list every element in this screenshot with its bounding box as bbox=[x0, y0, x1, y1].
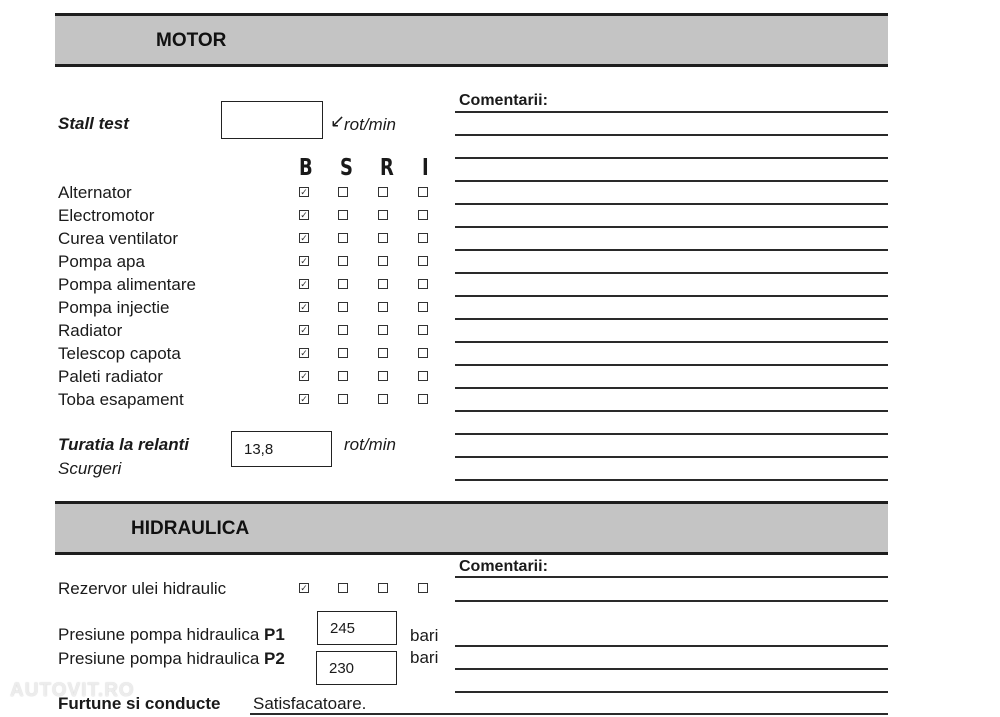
comment-line[interactable] bbox=[455, 576, 888, 578]
comment-line[interactable] bbox=[455, 134, 888, 136]
checkbox-b[interactable] bbox=[299, 302, 309, 312]
column-header-r: R bbox=[380, 155, 394, 181]
motor-comments-label: Comentarii: bbox=[459, 92, 548, 109]
comment-line[interactable] bbox=[455, 180, 888, 182]
comment-line[interactable] bbox=[455, 272, 888, 274]
hoses-value: Satisfacatoare. bbox=[253, 694, 367, 713]
motor-item-label: Pompa alimentare bbox=[58, 275, 196, 294]
tank-checkbox-b[interactable] bbox=[299, 583, 309, 593]
checkbox-b[interactable] bbox=[299, 371, 309, 381]
checkbox-i[interactable] bbox=[418, 394, 428, 404]
checkbox-b[interactable] bbox=[299, 256, 309, 266]
checkbox-b[interactable] bbox=[299, 279, 309, 289]
tank-label: Rezervor ulei hidraulic bbox=[58, 579, 227, 598]
checkbox-s[interactable] bbox=[338, 233, 348, 243]
motor-item-label: Pompa injectie bbox=[58, 298, 170, 317]
comment-line[interactable] bbox=[455, 479, 888, 481]
checkbox-b[interactable] bbox=[299, 210, 309, 220]
comment-line[interactable] bbox=[455, 668, 888, 670]
stall-test-unit: rot/min bbox=[344, 115, 396, 134]
checkbox-i[interactable] bbox=[418, 302, 428, 312]
comment-line[interactable] bbox=[455, 295, 888, 297]
checkbox-r[interactable] bbox=[378, 302, 388, 312]
checkbox-r[interactable] bbox=[378, 325, 388, 335]
motor-item-label: Curea ventilator bbox=[58, 229, 179, 248]
checkbox-b[interactable] bbox=[299, 348, 309, 358]
checkbox-r[interactable] bbox=[378, 394, 388, 404]
p1-label: Presiune pompa hidraulica P1 bbox=[58, 625, 285, 644]
p2-label: Presiune pompa hidraulica P2 bbox=[58, 649, 285, 668]
idle-speed-unit: rot/min bbox=[344, 435, 396, 454]
leaks-label: Scurgeri bbox=[58, 459, 122, 478]
stall-test-input[interactable] bbox=[221, 101, 323, 139]
p1-code: P1 bbox=[264, 625, 285, 644]
comment-line[interactable] bbox=[455, 111, 888, 113]
comment-line[interactable] bbox=[455, 203, 888, 205]
comment-line[interactable] bbox=[455, 600, 888, 602]
comment-line[interactable] bbox=[455, 341, 888, 343]
checkmark-icon: ↙ bbox=[330, 111, 346, 131]
checkbox-b[interactable] bbox=[299, 325, 309, 335]
p2-unit: bari bbox=[410, 648, 439, 667]
column-header-i: I bbox=[422, 155, 429, 181]
comment-line[interactable] bbox=[455, 387, 888, 389]
checkbox-i[interactable] bbox=[418, 187, 428, 197]
idle-speed-label: Turatia la relanti bbox=[58, 435, 190, 454]
watermark-text: AUTOVIT.RO bbox=[10, 680, 135, 701]
comment-line[interactable] bbox=[455, 691, 888, 693]
checkbox-i[interactable] bbox=[418, 233, 428, 243]
checkbox-r[interactable] bbox=[378, 371, 388, 381]
checkbox-s[interactable] bbox=[338, 325, 348, 335]
checkbox-i[interactable] bbox=[418, 210, 428, 220]
checkbox-i[interactable] bbox=[418, 256, 428, 266]
comment-line[interactable] bbox=[455, 364, 888, 366]
comment-line[interactable] bbox=[455, 157, 888, 159]
comment-line[interactable] bbox=[455, 456, 888, 458]
idle-speed-input[interactable]: 13,8 bbox=[231, 431, 332, 467]
comment-line[interactable] bbox=[455, 433, 888, 435]
hoses-label: Furtune si conducte bbox=[58, 694, 221, 713]
tank-checkbox-r[interactable] bbox=[378, 583, 388, 593]
p1-unit: bari bbox=[410, 626, 439, 645]
comment-line[interactable] bbox=[455, 226, 888, 228]
motor-item-label: Alternator bbox=[58, 183, 132, 202]
checkbox-i[interactable] bbox=[418, 348, 428, 358]
checkbox-s[interactable] bbox=[338, 279, 348, 289]
checkbox-s[interactable] bbox=[338, 256, 348, 266]
checkbox-i[interactable] bbox=[418, 325, 428, 335]
motor-item-label: Electromotor bbox=[58, 206, 155, 225]
motor-item-label: Telescop capota bbox=[58, 344, 181, 363]
checkbox-r[interactable] bbox=[378, 233, 388, 243]
comment-line[interactable] bbox=[455, 410, 888, 412]
motor-item-label: Radiator bbox=[58, 321, 123, 340]
checkbox-b[interactable] bbox=[299, 187, 309, 197]
checkbox-s[interactable] bbox=[338, 210, 348, 220]
comment-line[interactable] bbox=[455, 645, 888, 647]
checkbox-r[interactable] bbox=[378, 256, 388, 266]
checkbox-r[interactable] bbox=[378, 187, 388, 197]
hidraulica-comments-label: Comentarii: bbox=[459, 558, 548, 575]
p1-input[interactable]: 245 bbox=[317, 611, 397, 645]
tank-checkbox-s[interactable] bbox=[338, 583, 348, 593]
checkbox-r[interactable] bbox=[378, 279, 388, 289]
p2-code: P2 bbox=[264, 649, 285, 668]
checkbox-i[interactable] bbox=[418, 371, 428, 381]
stall-test-label: Stall test bbox=[58, 114, 129, 133]
motor-item-label: Paleti radiator bbox=[58, 367, 163, 386]
checkbox-s[interactable] bbox=[338, 187, 348, 197]
checkbox-s[interactable] bbox=[338, 394, 348, 404]
comment-line[interactable] bbox=[455, 249, 888, 251]
checkbox-r[interactable] bbox=[378, 348, 388, 358]
comment-line[interactable] bbox=[455, 318, 888, 320]
motor-item-label: Pompa apa bbox=[58, 252, 145, 271]
checkbox-s[interactable] bbox=[338, 302, 348, 312]
tank-checkbox-i[interactable] bbox=[418, 583, 428, 593]
checkbox-s[interactable] bbox=[338, 348, 348, 358]
column-header-b: B bbox=[299, 155, 313, 181]
hidraulica-section-title: HIDRAULICA bbox=[131, 518, 250, 539]
column-header-s: S bbox=[340, 155, 353, 181]
hoses-underline bbox=[250, 713, 888, 715]
motor-section-title: MOTOR bbox=[156, 30, 227, 51]
p2-input[interactable]: 230 bbox=[316, 651, 397, 685]
checkbox-r[interactable] bbox=[378, 210, 388, 220]
checkbox-b[interactable] bbox=[299, 233, 309, 243]
checkbox-b[interactable] bbox=[299, 394, 309, 404]
checkbox-s[interactable] bbox=[338, 371, 348, 381]
checkbox-i[interactable] bbox=[418, 279, 428, 289]
motor-item-label: Toba esapament bbox=[58, 390, 184, 409]
